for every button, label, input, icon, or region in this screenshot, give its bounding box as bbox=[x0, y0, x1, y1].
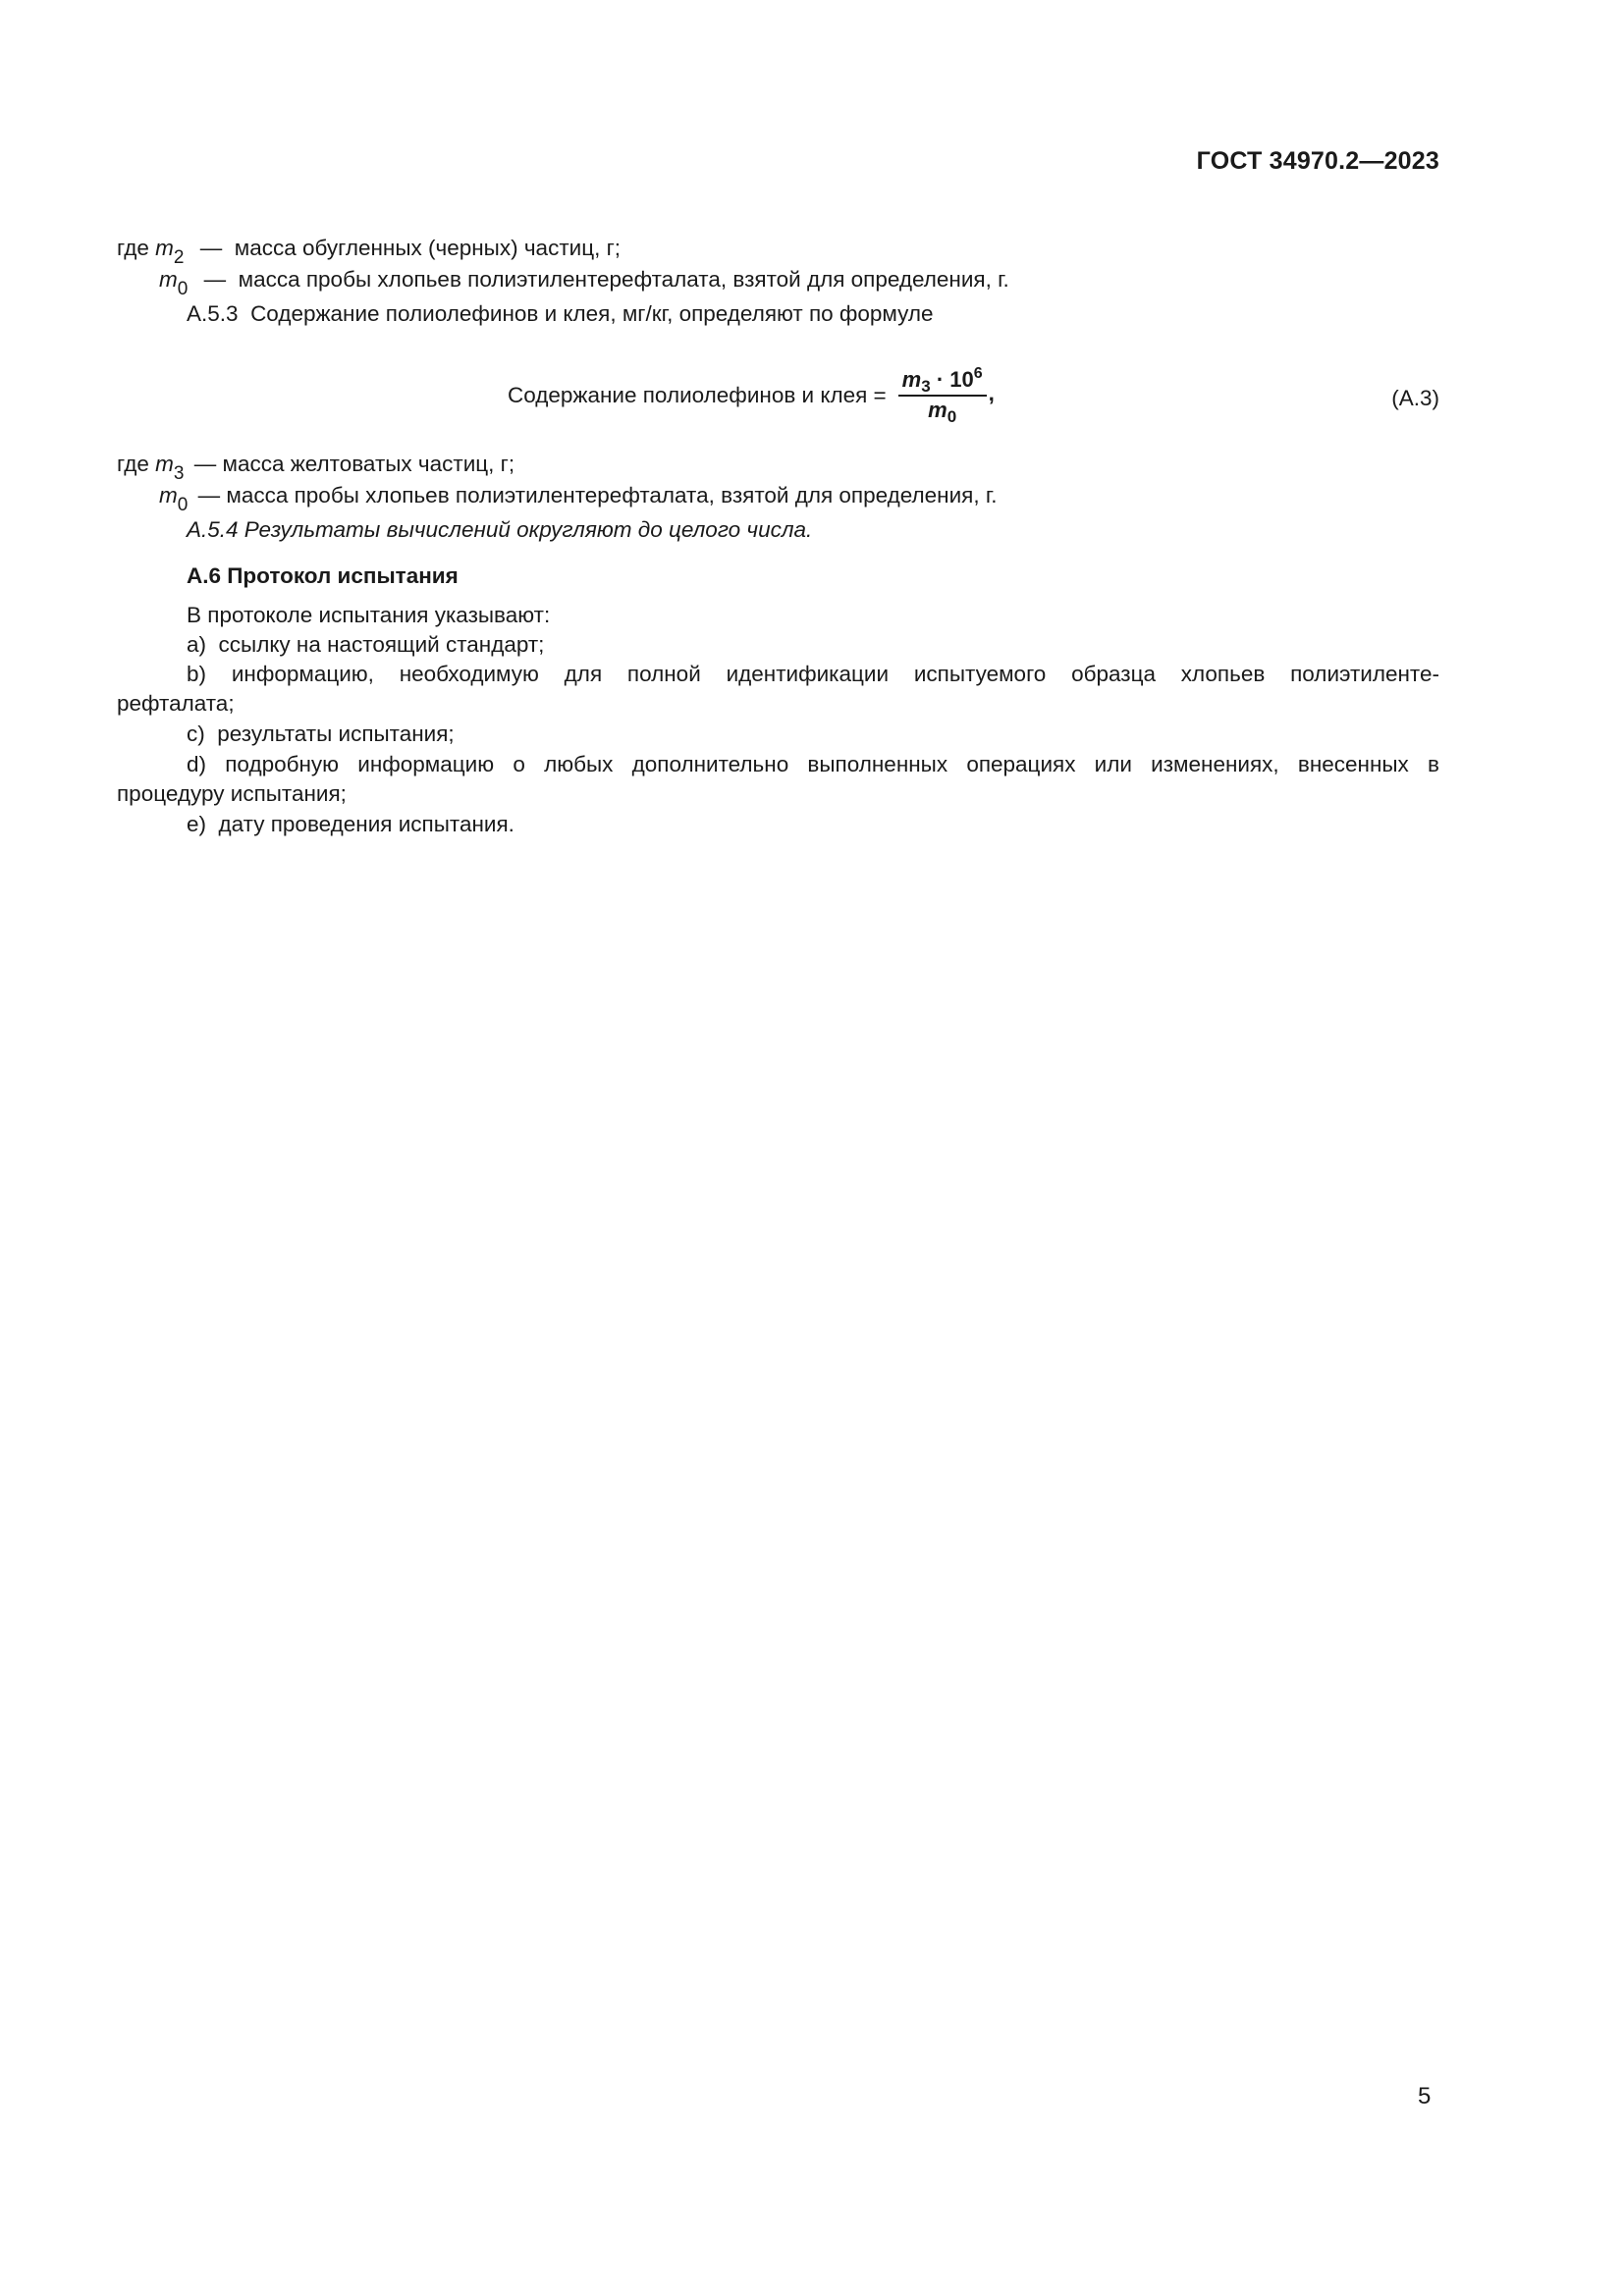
list-item-text: информацию, необходимую для полной идентификации испытуемого образца хлопьев полиэтиленте- bbox=[231, 662, 1439, 686]
formula-a3 bbox=[508, 365, 995, 426]
subscript: 0 bbox=[947, 407, 957, 426]
protocol-intro: В протоколе испытания указывают: bbox=[187, 603, 551, 627]
list-marker: е) bbox=[187, 812, 207, 836]
standard-header: ГОСТ 34970.2—2023 bbox=[1196, 147, 1439, 175]
clause-a53 bbox=[187, 299, 934, 329]
where-item-m0-second bbox=[159, 481, 998, 515]
symbol-m: m bbox=[155, 236, 174, 260]
subscript: 2 bbox=[173, 247, 185, 268]
em-dash: — bbox=[203, 267, 227, 292]
em-dash: — bbox=[199, 236, 223, 260]
where-item-m3 bbox=[117, 450, 515, 484]
symbol-m: m bbox=[901, 367, 922, 392]
formula-lhs: Содержание полиолефинов и клея = bbox=[508, 382, 887, 407]
list-item-text: результаты испытания; bbox=[217, 721, 455, 746]
fraction-denominator bbox=[928, 397, 957, 426]
list-marker: b) bbox=[187, 662, 207, 686]
where-item-m0 bbox=[159, 265, 1009, 299]
list-marker: а) bbox=[187, 632, 207, 657]
protocol-item-c bbox=[187, 720, 455, 749]
where-lead: где bbox=[117, 236, 149, 260]
page-number: 5 bbox=[1418, 2083, 1432, 2109]
clause-a54: А.5.4 Результаты вычислений округляют до целого числа. bbox=[187, 517, 813, 542]
em-dash: — bbox=[197, 483, 221, 507]
clause-text: Содержание полиолефинов и клея, мг/кг, определяют по формуле bbox=[250, 301, 934, 326]
subscript: 0 bbox=[177, 495, 189, 515]
fraction-numerator bbox=[898, 367, 987, 397]
protocol-item-d-line2: процедуру испытания; bbox=[117, 781, 347, 806]
equation-number: (А.3) bbox=[1391, 386, 1439, 410]
list-item-text: подробную информацию о любых дополнительно выполненных операциях или изменениях, внесенных в bbox=[225, 752, 1439, 776]
subscript: 3 bbox=[921, 377, 931, 396]
where-item-m2 bbox=[117, 234, 622, 268]
subscript: 0 bbox=[177, 279, 189, 299]
symbol-m: m bbox=[159, 267, 178, 292]
list-marker: с) bbox=[187, 721, 205, 746]
symbol-m: m bbox=[928, 398, 947, 422]
protocol-item-b-line2: рефталата; bbox=[117, 691, 235, 716]
symbol-m: m bbox=[159, 483, 178, 507]
section-heading-a6: А.6 Протокол испытания bbox=[187, 563, 459, 588]
operator: · 10 bbox=[936, 367, 974, 392]
subscript: 3 bbox=[173, 463, 185, 484]
em-dash: — bbox=[193, 452, 217, 476]
where-lead: где bbox=[117, 452, 149, 476]
definition-text: масса желтоватых частиц, г; bbox=[222, 452, 515, 476]
definition-text: масса пробы хлопьев полиэтилентерефталата, взятой для определения, г. bbox=[226, 483, 998, 507]
definition-text: масса пробы хлопьев полиэтилентерефталата, взятой для определения, г. bbox=[238, 267, 1009, 292]
protocol-item-a bbox=[187, 630, 544, 660]
protocol-item-d-line1 bbox=[187, 750, 1439, 779]
symbol-m: m bbox=[155, 452, 174, 476]
list-marker: d) bbox=[187, 752, 207, 776]
exponent: 6 bbox=[973, 365, 983, 382]
list-item-text: дату проведения испытания. bbox=[218, 812, 514, 836]
list-item-text: ссылку на настоящий стандарт; bbox=[218, 632, 545, 657]
protocol-item-e bbox=[187, 810, 514, 839]
formula-comma: , bbox=[988, 380, 995, 405]
clause-number: А.5.3 bbox=[187, 301, 239, 326]
definition-text: масса обугленных (черных) частиц, г; bbox=[234, 236, 622, 260]
protocol-item-b-line1 bbox=[187, 660, 1439, 689]
fraction bbox=[898, 365, 987, 426]
